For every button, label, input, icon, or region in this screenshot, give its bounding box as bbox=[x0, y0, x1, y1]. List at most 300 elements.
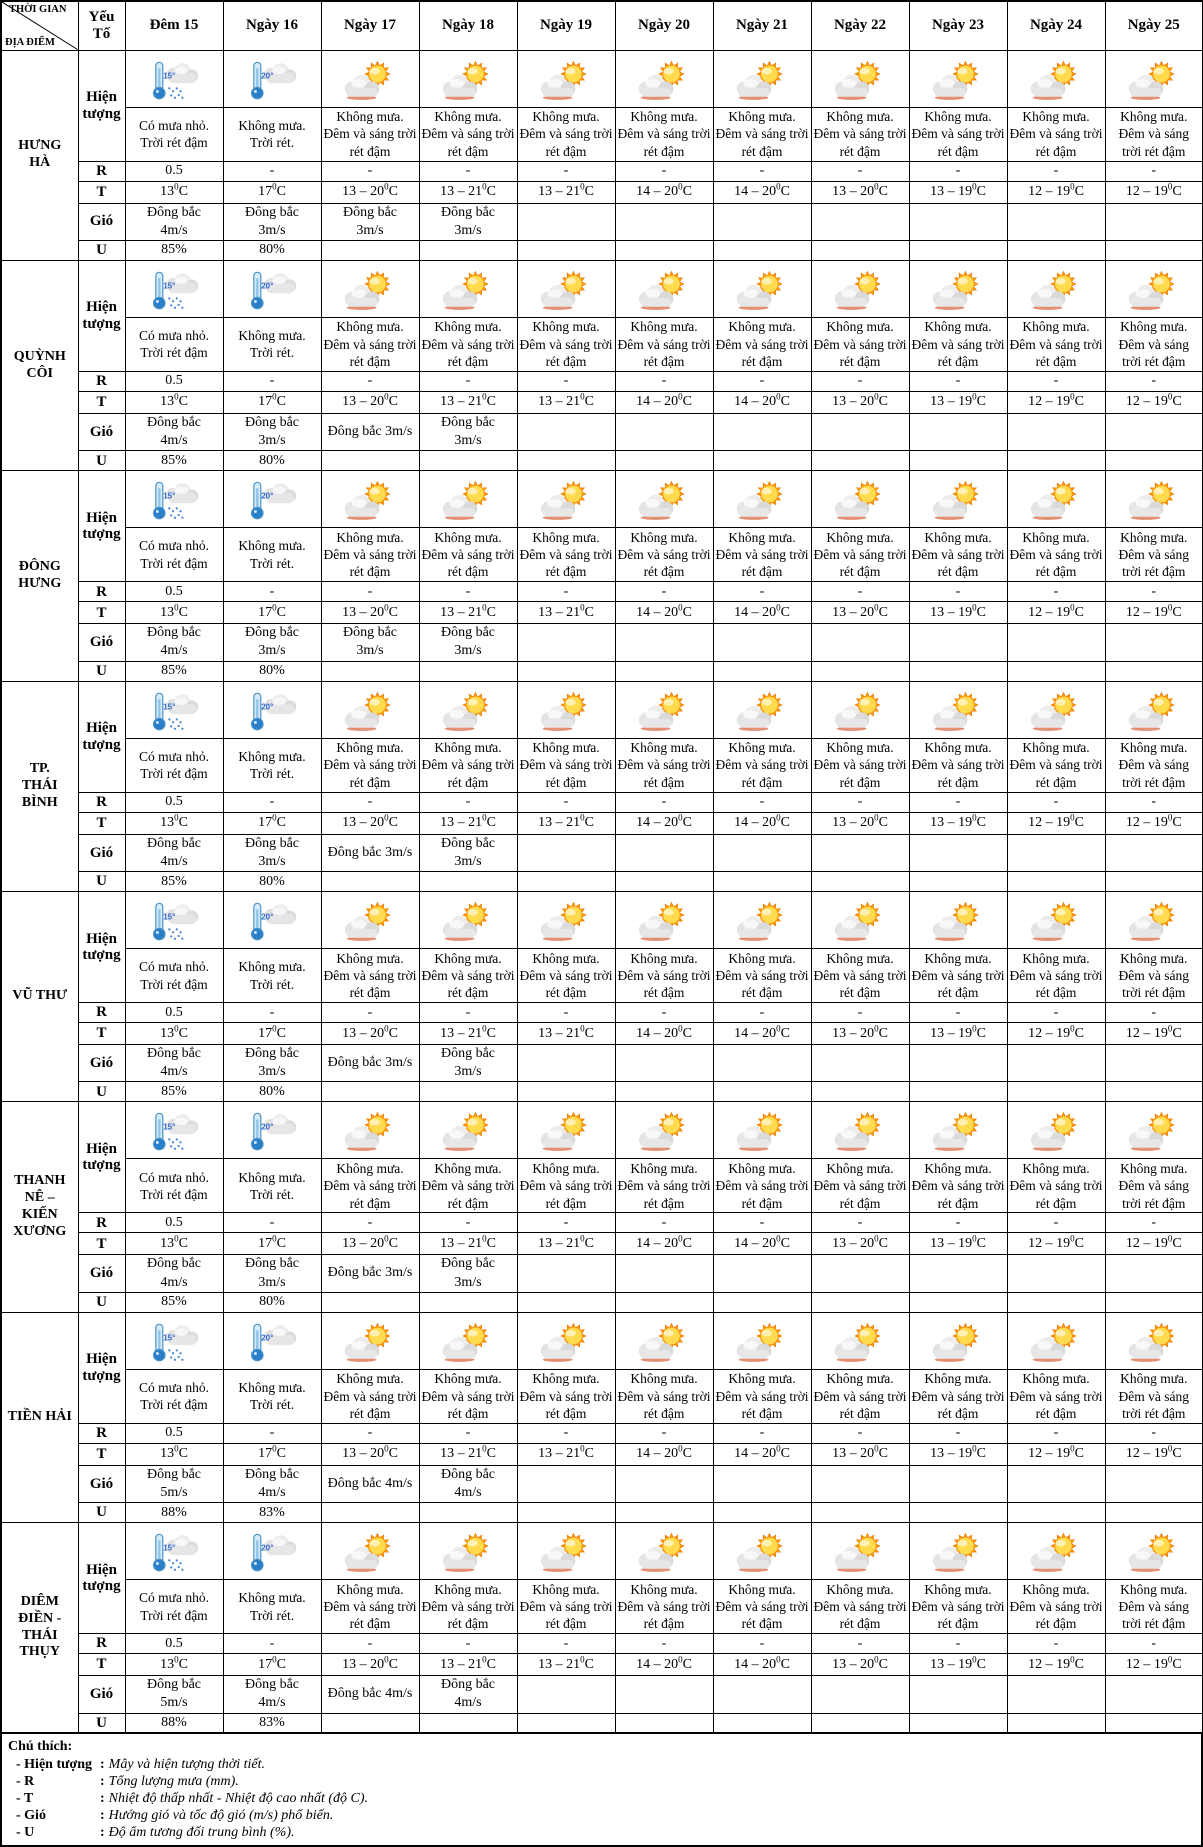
wind-cell bbox=[811, 1045, 909, 1082]
phenomenon-cell: Không mưa. Đêm và sáng trời rét đậm bbox=[321, 738, 419, 792]
thermometer-cloud-icon bbox=[242, 480, 302, 521]
phenomenon-cell: Không mưa. Đêm và sáng trời rét đậm bbox=[1105, 1580, 1203, 1634]
temperature-cell: $14 - 20^0C$ bbox=[713, 812, 811, 834]
temperature-cell: $13 - 19^0C$ bbox=[909, 1443, 1007, 1465]
weather-icon-cell bbox=[1105, 681, 1203, 738]
rain-cell: - bbox=[811, 1423, 909, 1443]
weather-icon-cell bbox=[811, 1102, 909, 1159]
weather-icon-cell bbox=[615, 892, 713, 949]
rain-cell: - bbox=[615, 1634, 713, 1654]
phenomenon-cell: Không mưa. Đêm và sáng trời rét đậm bbox=[1105, 107, 1203, 161]
rain-cell: 0.5 bbox=[125, 792, 223, 812]
phenomenon-cell: Không mưa. Đêm và sáng trời rét đậm bbox=[321, 528, 419, 582]
rain-cell: - bbox=[517, 161, 615, 181]
wind-cell: Đông bắc 3m/s bbox=[321, 624, 419, 661]
weather-icon-cell bbox=[517, 1523, 615, 1580]
phenomenon-cell: Không mưa. Đêm và sáng trời rét đậm bbox=[517, 738, 615, 792]
sun-cloud-icon bbox=[1124, 1532, 1184, 1573]
weather-icon-cell bbox=[321, 471, 419, 528]
humidity-cell bbox=[321, 872, 419, 892]
phenomenon-cell: Không mưa. Trời rét. bbox=[223, 528, 321, 582]
sun-cloud-icon bbox=[340, 691, 400, 732]
wind-cell bbox=[713, 1045, 811, 1082]
temperature-cell: $13^0C$ bbox=[125, 181, 223, 203]
sun-cloud-icon bbox=[1026, 691, 1086, 732]
temperature-cell: $13^0C$ bbox=[125, 1443, 223, 1465]
weather-icon-cell bbox=[615, 1523, 713, 1580]
humidity-cell bbox=[419, 661, 517, 681]
wind-cell bbox=[811, 1465, 909, 1502]
wind-cell: Đông bắc 3m/s bbox=[321, 1045, 419, 1082]
wind-cell bbox=[811, 624, 909, 661]
phenomenon-cell: Không mưa. Đêm và sáng trời rét đậm bbox=[517, 949, 615, 1003]
day-header: Ngày 19 bbox=[517, 1, 615, 50]
row-label-phenomenon: Hiện tượng bbox=[78, 681, 125, 792]
rain-cell: 0.5 bbox=[125, 1003, 223, 1023]
wind-cell bbox=[615, 1045, 713, 1082]
temperature-cell: $12 - 19^0C$ bbox=[1105, 812, 1203, 834]
phenomenon-cell: Không mưa. Đêm và sáng trời rét đậm bbox=[1007, 738, 1105, 792]
rain-cell: - bbox=[223, 1213, 321, 1233]
place-axis-label: ĐỊA ĐIỂM bbox=[5, 36, 55, 48]
phenomenon-cell: Không mưa. Đêm và sáng trời rét đậm bbox=[1105, 1159, 1203, 1213]
row-label-temperature: T bbox=[78, 602, 125, 624]
weather-icon-cell bbox=[223, 471, 321, 528]
humidity-cell bbox=[1105, 661, 1203, 681]
temperature-cell: $13^0C$ bbox=[125, 1023, 223, 1045]
wind-cell: Đông bắc 3m/s bbox=[419, 624, 517, 661]
temperature-cell: $13 - 20^0C$ bbox=[321, 602, 419, 624]
sun-cloud-icon bbox=[536, 691, 596, 732]
weather-icon-cell bbox=[321, 1312, 419, 1369]
thermometer-rain-icon bbox=[144, 60, 204, 101]
temperature-cell: $13 - 20^0C$ bbox=[321, 1023, 419, 1045]
weather-icon-cell bbox=[223, 1102, 321, 1159]
humidity-cell bbox=[909, 661, 1007, 681]
temperature-cell: $17^0C$ bbox=[223, 181, 321, 203]
wind-cell bbox=[713, 413, 811, 450]
rain-cell: - bbox=[909, 1634, 1007, 1654]
temperature-cell: $13 - 21^0C$ bbox=[517, 391, 615, 413]
legend-item-desc: Nhiệt độ thấp nhất - Nhiệt độ cao nhất (độ C). bbox=[108, 1791, 369, 1806]
temperature-cell: $13 - 21^0C$ bbox=[419, 812, 517, 834]
rain-cell: - bbox=[517, 1423, 615, 1443]
weather-icon-cell bbox=[321, 50, 419, 107]
humidity-cell bbox=[713, 1713, 811, 1733]
wind-cell: Đông bắc 3m/s bbox=[223, 203, 321, 240]
sun-cloud-icon bbox=[1124, 480, 1184, 521]
row-label-phenomenon: Hiện tượng bbox=[78, 1102, 125, 1213]
corner-cell bbox=[1, 1, 78, 50]
rain-cell: - bbox=[713, 1423, 811, 1443]
temperature-cell: $14 - 20^0C$ bbox=[615, 181, 713, 203]
row-label-humidity: U bbox=[78, 1503, 125, 1523]
humidity-cell bbox=[811, 451, 909, 471]
wind-cell: Đông bắc 4m/s bbox=[223, 1465, 321, 1502]
sun-cloud-icon bbox=[634, 901, 694, 942]
temperature-cell: $14 - 20^0C$ bbox=[615, 391, 713, 413]
wind-cell: Đông bắc 4m/s bbox=[321, 1465, 419, 1502]
rain-cell: - bbox=[419, 1003, 517, 1023]
icon-temp-label: 15° bbox=[163, 1543, 176, 1553]
weather-icon-cell bbox=[321, 892, 419, 949]
sun-cloud-icon bbox=[732, 60, 792, 101]
wind-cell bbox=[1105, 834, 1203, 871]
humidity-cell bbox=[321, 1292, 419, 1312]
wind-cell bbox=[1105, 203, 1203, 240]
humidity-cell: 80% bbox=[223, 1082, 321, 1102]
rain-cell: - bbox=[223, 1423, 321, 1443]
rain-cell: - bbox=[321, 582, 419, 602]
phenomenon-cell: Không mưa. Đêm và sáng trời rét đậm bbox=[419, 107, 517, 161]
phenomenon-cell: Không mưa. Đêm và sáng trời rét đậm bbox=[615, 1159, 713, 1213]
row-label-rain: R bbox=[78, 792, 125, 812]
rain-cell: - bbox=[1007, 1634, 1105, 1654]
row-label-phenomenon: Hiện tượng bbox=[78, 50, 125, 161]
phenomenon-cell: Không mưa. Đêm và sáng trời rét đậm bbox=[1007, 528, 1105, 582]
rain-cell: - bbox=[419, 371, 517, 391]
temperature-cell: $14 - 20^0C$ bbox=[615, 1233, 713, 1255]
rain-cell: - bbox=[811, 161, 909, 181]
thermometer-cloud-icon bbox=[242, 270, 302, 311]
rain-cell: - bbox=[1007, 582, 1105, 602]
row-label-phenomenon: Hiện tượng bbox=[78, 1523, 125, 1634]
phenomenon-cell: Không mưa. Đêm và sáng trời rét đậm bbox=[909, 1580, 1007, 1634]
thermometer-rain-icon bbox=[144, 270, 204, 311]
rain-cell: - bbox=[321, 1423, 419, 1443]
day-header: Ngày 16 bbox=[223, 1, 321, 50]
humidity-cell bbox=[713, 1082, 811, 1102]
row-label-humidity: U bbox=[78, 661, 125, 681]
legend-item bbox=[8, 1824, 1195, 1841]
thermometer-rain-icon bbox=[144, 691, 204, 732]
humidity-cell bbox=[615, 1292, 713, 1312]
thermometer-cloud-icon bbox=[242, 901, 302, 942]
wind-cell: Đông bắc 4m/s bbox=[125, 1255, 223, 1292]
day-header: Ngày 22 bbox=[811, 1, 909, 50]
day-header: Ngày 25 bbox=[1105, 1, 1203, 50]
humidity-cell bbox=[909, 1082, 1007, 1102]
factor-header: Yếu Tố bbox=[78, 1, 125, 50]
humidity-cell: 88% bbox=[125, 1503, 223, 1523]
rain-cell: - bbox=[811, 371, 909, 391]
wind-cell bbox=[615, 1676, 713, 1713]
day-header: Ngày 24 bbox=[1007, 1, 1105, 50]
weather-icon-cell bbox=[419, 892, 517, 949]
phenomenon-cell: Không mưa. Đêm và sáng trời rét đậm bbox=[615, 949, 713, 1003]
temperature-cell: $13 - 21^0C$ bbox=[517, 1023, 615, 1045]
rain-cell: - bbox=[223, 1634, 321, 1654]
wind-cell bbox=[1105, 413, 1203, 450]
rain-cell: - bbox=[909, 1003, 1007, 1023]
humidity-cell bbox=[909, 872, 1007, 892]
wind-cell bbox=[713, 1465, 811, 1502]
wind-cell bbox=[909, 1676, 1007, 1713]
rain-cell: - bbox=[1105, 582, 1203, 602]
humidity-cell bbox=[909, 1292, 1007, 1312]
row-label-wind: Gió bbox=[78, 413, 125, 450]
weather-icon-cell bbox=[517, 1102, 615, 1159]
rain-cell: - bbox=[517, 792, 615, 812]
sun-cloud-icon bbox=[1124, 1111, 1184, 1152]
temperature-cell: $13 - 20^0C$ bbox=[321, 812, 419, 834]
temperature-cell: $17^0C$ bbox=[223, 391, 321, 413]
rain-cell: 0.5 bbox=[125, 1423, 223, 1443]
sun-cloud-icon bbox=[340, 901, 400, 942]
wind-cell bbox=[1007, 1255, 1105, 1292]
rain-cell: - bbox=[321, 1213, 419, 1233]
phenomenon-cell: Không mưa. Đêm và sáng trời rét đậm bbox=[811, 528, 909, 582]
phenomenon-cell: Không mưa. Trời rét. bbox=[223, 949, 321, 1003]
humidity-cell bbox=[1007, 240, 1105, 260]
rain-cell: - bbox=[321, 1003, 419, 1023]
humidity-cell bbox=[713, 1503, 811, 1523]
wind-cell: Đông bắc 3m/s bbox=[321, 834, 419, 871]
temperature-cell: $13 - 21^0C$ bbox=[517, 1443, 615, 1465]
weather-icon-cell bbox=[615, 260, 713, 317]
location-name: HƯNG HÀ bbox=[1, 50, 78, 260]
humidity-cell bbox=[1007, 451, 1105, 471]
wind-cell bbox=[517, 203, 615, 240]
temperature-cell: $12 - 19^0C$ bbox=[1007, 602, 1105, 624]
phenomenon-cell: Không mưa. Trời rét. bbox=[223, 1159, 321, 1213]
rain-cell: - bbox=[517, 371, 615, 391]
weather-icon-cell bbox=[1007, 260, 1105, 317]
phenomenon-cell: Không mưa. Đêm và sáng trời rét đậm bbox=[1105, 949, 1203, 1003]
rain-cell: - bbox=[713, 161, 811, 181]
phenomenon-cell: Không mưa. Trời rét. bbox=[223, 317, 321, 371]
wind-cell bbox=[517, 1045, 615, 1082]
location-name: TIỀN HẢI bbox=[1, 1312, 78, 1522]
weather-icon-cell bbox=[419, 50, 517, 107]
weather-icon-cell bbox=[125, 892, 223, 949]
humidity-cell bbox=[1105, 240, 1203, 260]
wind-cell: Đông bắc 3m/s bbox=[419, 1045, 517, 1082]
weather-icon-cell bbox=[909, 50, 1007, 107]
wind-cell bbox=[909, 1465, 1007, 1502]
humidity-cell bbox=[811, 1713, 909, 1733]
phenomenon-cell: Có mưa nhỏ. Trời rét đậm bbox=[125, 528, 223, 582]
phenomenon-cell: Không mưa. Đêm và sáng trời rét đậm bbox=[419, 738, 517, 792]
phenomenon-cell: Không mưa. Đêm và sáng trời rét đậm bbox=[1105, 1369, 1203, 1423]
phenomenon-cell: Không mưa. Đêm và sáng trời rét đậm bbox=[713, 528, 811, 582]
phenomenon-cell: Có mưa nhỏ. Trời rét đậm bbox=[125, 1369, 223, 1423]
humidity-cell bbox=[517, 240, 615, 260]
phenomenon-cell: Không mưa. Đêm và sáng trời rét đậm bbox=[1007, 1159, 1105, 1213]
phenomenon-cell: Không mưa. Đêm và sáng trời rét đậm bbox=[713, 1369, 811, 1423]
sun-cloud-icon bbox=[928, 270, 988, 311]
row-label-phenomenon: Hiện tượng bbox=[78, 260, 125, 371]
location-name: VŨ THƯ bbox=[1, 892, 78, 1102]
rain-cell: - bbox=[811, 792, 909, 812]
temperature-cell: $17^0C$ bbox=[223, 1443, 321, 1465]
rain-cell: - bbox=[811, 1003, 909, 1023]
temperature-cell: $13 - 21^0C$ bbox=[419, 1233, 517, 1255]
row-label-wind: Gió bbox=[78, 1045, 125, 1082]
rain-cell: - bbox=[419, 161, 517, 181]
phenomenon-cell: Không mưa. Đêm và sáng trời rét đậm bbox=[909, 107, 1007, 161]
phenomenon-cell: Không mưa. Đêm và sáng trời rét đậm bbox=[321, 107, 419, 161]
weather-icon-cell bbox=[713, 1312, 811, 1369]
sun-cloud-icon bbox=[340, 1532, 400, 1573]
legend-item bbox=[8, 1807, 1195, 1824]
rain-cell: - bbox=[811, 582, 909, 602]
sun-cloud-icon bbox=[732, 1322, 792, 1363]
phenomenon-cell: Không mưa. Đêm và sáng trời rét đậm bbox=[419, 1159, 517, 1213]
temperature-cell: $13 - 21^0C$ bbox=[419, 1654, 517, 1676]
humidity-cell bbox=[517, 451, 615, 471]
location-name: DIÊM ĐIỀN - THÁI THỤY bbox=[1, 1523, 78, 1733]
rain-cell: 0.5 bbox=[125, 161, 223, 181]
icon-temp-label: 15° bbox=[163, 491, 176, 501]
wind-cell: Đông bắc 3m/s bbox=[223, 624, 321, 661]
icon-temp-label: 15° bbox=[163, 912, 176, 922]
sun-cloud-icon bbox=[536, 1532, 596, 1573]
wind-cell bbox=[713, 624, 811, 661]
sun-cloud-icon bbox=[634, 60, 694, 101]
humidity-cell: 85% bbox=[125, 661, 223, 681]
phenomenon-cell: Không mưa. Đêm và sáng trời rét đậm bbox=[1105, 317, 1203, 371]
sun-cloud-icon bbox=[732, 1111, 792, 1152]
legend-item-colon: : bbox=[100, 1791, 105, 1806]
temperature-cell: $13 - 19^0C$ bbox=[909, 1023, 1007, 1045]
row-label-temperature: T bbox=[78, 812, 125, 834]
rain-cell: - bbox=[1007, 792, 1105, 812]
temperature-cell: $12 - 19^0C$ bbox=[1105, 1654, 1203, 1676]
humidity-cell: 80% bbox=[223, 451, 321, 471]
weather-icon-cell bbox=[1007, 1312, 1105, 1369]
wind-cell bbox=[615, 203, 713, 240]
legend-item-desc: Tổng lượng mưa (mm). bbox=[108, 1774, 239, 1789]
humidity-cell: 85% bbox=[125, 1082, 223, 1102]
sun-cloud-icon bbox=[928, 1111, 988, 1152]
temperature-cell: $13 - 20^0C$ bbox=[811, 1443, 909, 1465]
phenomenon-cell: Không mưa. Đêm và sáng trời rét đậm bbox=[713, 107, 811, 161]
location-name: QUỲNH CÔI bbox=[1, 260, 78, 470]
temperature-cell: $13 - 21^0C$ bbox=[517, 181, 615, 203]
thermometer-cloud-icon bbox=[242, 1111, 302, 1152]
thermometer-rain-icon bbox=[144, 480, 204, 521]
thermometer-rain-icon bbox=[144, 901, 204, 942]
weather-icon-cell bbox=[419, 471, 517, 528]
temperature-cell: $14 - 20^0C$ bbox=[713, 181, 811, 203]
sun-cloud-icon bbox=[1026, 1532, 1086, 1573]
weather-icon-cell bbox=[1007, 50, 1105, 107]
humidity-cell: 83% bbox=[223, 1713, 321, 1733]
sun-cloud-icon bbox=[438, 60, 498, 101]
temperature-cell: $14 - 20^0C$ bbox=[615, 812, 713, 834]
wind-cell: Đông bắc 4m/s bbox=[125, 203, 223, 240]
weather-icon-cell bbox=[419, 1523, 517, 1580]
weather-icon-cell bbox=[615, 471, 713, 528]
temperature-cell: $13 - 19^0C$ bbox=[909, 181, 1007, 203]
phenomenon-cell: Không mưa. Đêm và sáng trời rét đậm bbox=[909, 1159, 1007, 1213]
phenomenon-cell: Không mưa. Đêm và sáng trời rét đậm bbox=[1007, 107, 1105, 161]
phenomenon-cell: Không mưa. Trời rét. bbox=[223, 1369, 321, 1423]
humidity-cell bbox=[909, 1503, 1007, 1523]
icon-temp-label: 20° bbox=[261, 1123, 274, 1133]
rain-cell: - bbox=[1007, 1003, 1105, 1023]
sun-cloud-icon bbox=[830, 1532, 890, 1573]
rain-cell: - bbox=[1105, 1003, 1203, 1023]
wind-cell bbox=[909, 413, 1007, 450]
humidity-cell bbox=[419, 1292, 517, 1312]
wind-cell bbox=[615, 1255, 713, 1292]
temperature-cell: $17^0C$ bbox=[223, 1654, 321, 1676]
weather-icon-cell bbox=[615, 1312, 713, 1369]
row-label-humidity: U bbox=[78, 1082, 125, 1102]
phenomenon-cell: Không mưa. Đêm và sáng trời rét đậm bbox=[321, 1580, 419, 1634]
phenomenon-cell: Không mưa. Đêm và sáng trời rét đậm bbox=[713, 1159, 811, 1213]
weather-icon-cell bbox=[223, 1523, 321, 1580]
weather-icon-cell bbox=[125, 50, 223, 107]
wind-cell bbox=[1007, 413, 1105, 450]
wind-cell: Đông bắc 4m/s bbox=[125, 834, 223, 871]
humidity-cell bbox=[517, 1503, 615, 1523]
phenomenon-cell: Không mưa. Đêm và sáng trời rét đậm bbox=[909, 738, 1007, 792]
weather-icon-cell bbox=[125, 1523, 223, 1580]
rain-cell: - bbox=[713, 1213, 811, 1233]
legend-item-desc: Hướng gió và tốc độ gió (m/s) phổ biến. bbox=[108, 1808, 334, 1823]
phenomenon-cell: Không mưa. Đêm và sáng trời rét đậm bbox=[713, 738, 811, 792]
phenomenon-cell: Không mưa. Đêm và sáng trời rét đậm bbox=[419, 528, 517, 582]
temperature-cell: $13^0C$ bbox=[125, 812, 223, 834]
location-name: TP. THÁI BÌNH bbox=[1, 681, 78, 891]
temperature-cell: $13^0C$ bbox=[125, 1233, 223, 1255]
phenomenon-cell: Có mưa nhỏ. Trời rét đậm bbox=[125, 317, 223, 371]
row-label-wind: Gió bbox=[78, 834, 125, 871]
temperature-cell: $13^0C$ bbox=[125, 602, 223, 624]
sun-cloud-icon bbox=[340, 480, 400, 521]
row-label-wind: Gió bbox=[78, 624, 125, 661]
humidity-cell bbox=[321, 1082, 419, 1102]
weather-icon-cell bbox=[321, 681, 419, 738]
temperature-cell: $14 - 20^0C$ bbox=[615, 1023, 713, 1045]
humidity-cell bbox=[1105, 1082, 1203, 1102]
temperature-cell: $13^0C$ bbox=[125, 1654, 223, 1676]
weather-icon-cell bbox=[811, 892, 909, 949]
temperature-cell: $13 - 20^0C$ bbox=[811, 1654, 909, 1676]
sun-cloud-icon bbox=[928, 60, 988, 101]
rain-cell: - bbox=[419, 582, 517, 602]
icon-temp-label: 15° bbox=[163, 281, 176, 291]
temperature-cell: $13 - 20^0C$ bbox=[811, 1023, 909, 1045]
wind-cell bbox=[713, 1255, 811, 1292]
sun-cloud-icon bbox=[830, 901, 890, 942]
weather-icon-cell bbox=[419, 1312, 517, 1369]
wind-cell bbox=[1007, 1465, 1105, 1502]
wind-cell bbox=[1007, 624, 1105, 661]
wind-cell bbox=[1007, 1045, 1105, 1082]
wind-cell bbox=[909, 1045, 1007, 1082]
day-header: Ngày 23 bbox=[909, 1, 1007, 50]
legend-item-colon: : bbox=[100, 1774, 105, 1789]
thermometer-rain-icon bbox=[144, 1322, 204, 1363]
temperature-cell: $13 - 19^0C$ bbox=[909, 602, 1007, 624]
sun-cloud-icon bbox=[732, 1532, 792, 1573]
wind-cell: Đông bắc 3m/s bbox=[419, 1255, 517, 1292]
phenomenon-cell: Không mưa. Đêm và sáng trời rét đậm bbox=[615, 107, 713, 161]
wind-cell bbox=[1105, 1045, 1203, 1082]
rain-cell: - bbox=[1105, 371, 1203, 391]
rain-cell: - bbox=[223, 161, 321, 181]
forecast-table-body bbox=[1, 1, 1203, 1733]
sun-cloud-icon bbox=[928, 901, 988, 942]
row-label-phenomenon: Hiện tượng bbox=[78, 892, 125, 1003]
sun-cloud-icon bbox=[830, 60, 890, 101]
rain-cell: - bbox=[713, 1634, 811, 1654]
thermometer-cloud-icon bbox=[242, 691, 302, 732]
